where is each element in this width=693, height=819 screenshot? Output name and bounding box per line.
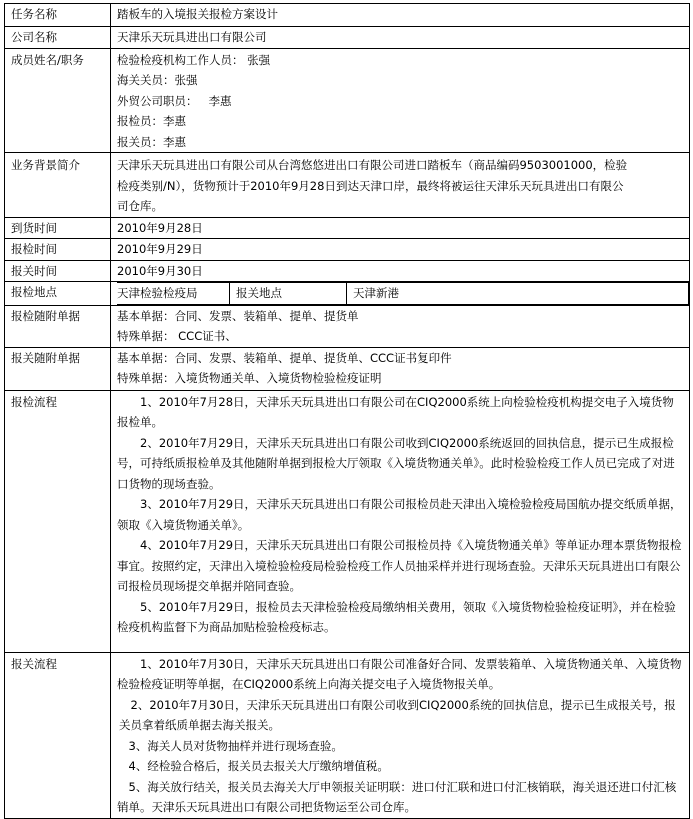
row-members xyxy=(5,48,690,153)
row-declaration-time xyxy=(5,260,690,282)
task-table xyxy=(4,3,690,819)
company-value: 天津乐天玩具进出口有限公司 xyxy=(111,27,690,49)
member-line: 检验检疫机构工作人员： 张强 xyxy=(117,52,271,67)
row-inspection-docs xyxy=(5,305,690,347)
declaration-docs-basic: 基本单据：合同、发票、装箱单、提单、提货单、CCC证书复印件 xyxy=(117,350,452,365)
inspection-step: 3、2010年7月29日，天津乐天玩具进出口有限公司报检员赴天津出入境检验检疫局国航办提交纸质单据，领取《入境货物通关单》。 xyxy=(117,497,682,532)
declaration-time-value: 2010年9月30日 xyxy=(111,260,690,282)
member-line: 报检员：李惠 xyxy=(117,114,186,128)
task-label: 任务名称 xyxy=(5,4,111,27)
inspection-docs-basic: 基本单据：合同、发票、装箱单、提单、提货单 xyxy=(117,308,359,323)
inspection-step: 2、2010年7月29日，天津乐天玩具进出口有限公司收到CIQ2000系统返回的回执信息，提示已生成报检号，可持纸质报检单及其他随附单据到报检大厅领取《入境货物通关单》。此时检验检疫工作人员已完成了对进口货物的现场查验。 xyxy=(117,435,675,491)
row-location xyxy=(5,282,690,306)
declaration-step: 1、2010年7月30日，天津乐天玩具进出口有限公司准备好合同、发票装箱单、入境货物通关单、入境货物检验检疫证明等单据，在CIQ2000系统上向海关提交电子入境货物报关单。 xyxy=(117,656,682,691)
row-company xyxy=(5,27,690,49)
row-background xyxy=(5,153,690,218)
declaration-docs-label: 报关随附单据 xyxy=(5,347,111,390)
inspection-place: 天津检验检疫局 xyxy=(117,283,230,305)
members-value xyxy=(111,48,690,153)
row-task xyxy=(5,4,690,27)
declaration-place: 天津新港 xyxy=(347,283,689,305)
member-line: 海关关员：张强 xyxy=(117,73,198,87)
location-subtable xyxy=(117,282,689,305)
inspection-step: 4、2010年7月29日，天津乐天玩具进出口有限公司报检员持《入境货物通关单》等单证办理本票货物报检事宜。按照约定，天津出入境检验检疫局检验检疫工作人员抽采样并进行现场查验。天津乐天玩具进出口有限公司报检员现场提交单据并陪同查验。 xyxy=(117,538,682,593)
background-value: 天津乐天玩具进出口有限公司从台湾悠悠进出口有限公司进口踏板车（商品编码9503001000，检验检疫类别/N），货物预计于2010年9月28日到达天津口岸，最终将被运往天津乐天玩具进出口有限公司仓库。 xyxy=(111,153,690,218)
location-value xyxy=(111,282,690,306)
declaration-docs-special: 特殊单据：入境货物通关单、入境货物检验检疫证明 xyxy=(117,371,382,385)
row-arrival-time xyxy=(5,217,690,239)
row-declaration-docs xyxy=(5,347,690,390)
inspection-process-steps xyxy=(111,390,690,652)
member-line: 报关员：李惠 xyxy=(117,134,186,149)
declaration-time-label: 报关时间 xyxy=(5,260,111,282)
inspection-time-value: 2010年9月29日 xyxy=(111,239,690,261)
declaration-step: 4、经检验合格后，报关员去报关大厅缴纳增值税。 xyxy=(128,759,389,773)
declaration-step: 2、2010年7月30日，天津乐天玩具进出口有限公司收到CIQ2000系统的回执信息，提示已生成报关号，报关员拿着纸质单据去海关报关。 xyxy=(119,697,676,732)
background-label: 业务背景简介 xyxy=(5,153,111,218)
declaration-docs-value xyxy=(111,347,690,390)
row-declaration-process xyxy=(5,652,690,818)
location-label: 报检地点 xyxy=(5,282,111,306)
inspection-docs-special: 特殊单据： CCC证书、 xyxy=(117,329,237,343)
inspection-step: 5、2010年7月29日，报检员去天津检验检疫局缴纳相关费用，领取《入境货物检验检疫证明》，并在检验检疫机构监督下为商品加贴检验检疫标志。 xyxy=(117,599,676,634)
arrival-time-value: 2010年9月28日 xyxy=(111,217,690,239)
inspection-time-label: 报检时间 xyxy=(5,239,111,261)
member-line: 外贸公司职员： 李惠 xyxy=(117,93,232,108)
inspection-docs-label: 报检随附单据 xyxy=(5,305,111,347)
declaration-place-label: 报关地点 xyxy=(230,283,347,305)
inspection-process-label: 报检流程 xyxy=(5,390,111,652)
company-label: 公司名称 xyxy=(5,27,111,49)
members-label: 成员姓名/职务 xyxy=(5,48,111,153)
row-inspection-process xyxy=(5,390,690,652)
task-value: 踏板车的入境报关报检方案设计 xyxy=(111,4,690,27)
row-inspection-time xyxy=(5,239,690,261)
declaration-step: 5、海关放行结关，报关员去海关大厅申领报关证明联：进口付汇联和进口付汇核销联，海关退还进口付汇核销单。天津乐天玩具进出口有限公司把货物运至公司仓库。 xyxy=(117,779,677,814)
inspection-docs-value xyxy=(111,305,690,347)
inspection-step: 1、2010年7月28日，天津乐天玩具进出口有限公司在CIQ2000系统上向检验检疫机构提交电子入境货物报检单。 xyxy=(117,394,674,429)
declaration-process-steps xyxy=(111,652,690,818)
declaration-step: 3、海关人员对货物抽样并进行现场查验。 xyxy=(128,738,343,753)
arrival-time-label: 到货时间 xyxy=(5,217,111,239)
declaration-process-label: 报关流程 xyxy=(5,652,111,818)
